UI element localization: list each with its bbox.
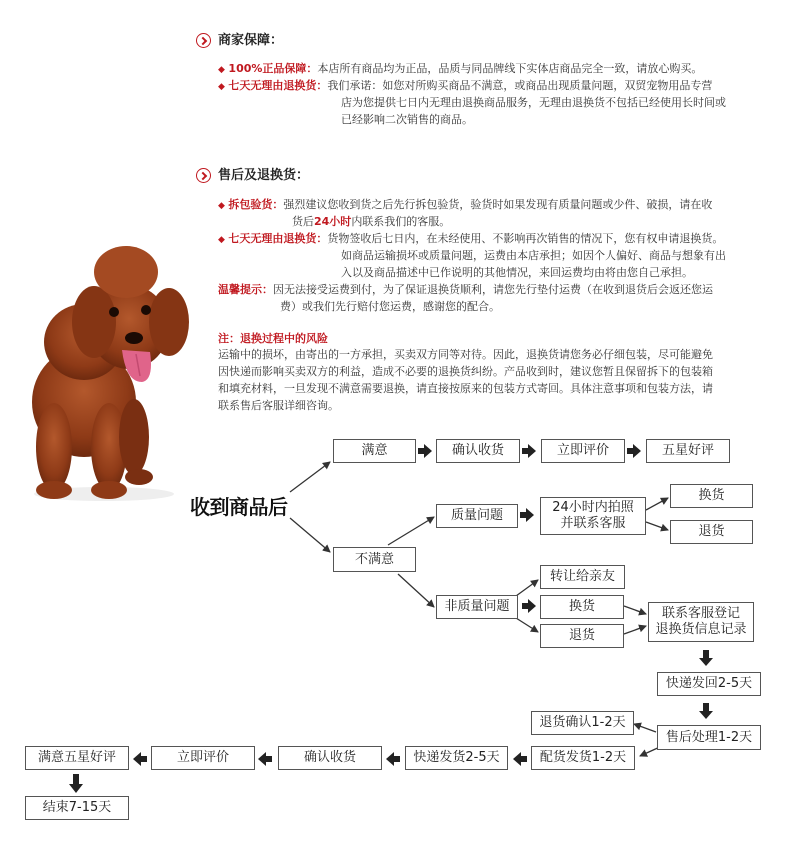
node-satisfied: 满意 xyxy=(333,439,416,463)
node-register xyxy=(648,602,754,642)
arrow-right-icon xyxy=(627,444,641,458)
bullet-icon: ◆ xyxy=(218,201,225,211)
node-aftersale-handle: 售后处理1-2天 xyxy=(657,725,761,750)
arrow-left-icon xyxy=(258,752,272,766)
arrow-left-icon xyxy=(513,752,527,766)
arrow-left-icon xyxy=(386,752,400,766)
node-return-2: 退货 xyxy=(540,624,624,648)
bullet-icon: ◆ xyxy=(218,235,225,245)
guarantee-item-2-line-3: 已经影响二次销售的商品。 xyxy=(341,113,473,126)
risk-line-2: 因快递而影响买卖双方的利益，造成不必要的退换货纠纷。产品收到时，建议您暂且保留拆下的包装箱 xyxy=(218,365,713,378)
node-unsatisfied: 不满意 xyxy=(333,547,416,572)
guarantee-item-2-label: 七天无理由退换货： xyxy=(228,79,328,92)
guarantee-item-2-line-2: 店为您提供七日内无理由退换商品服务，无理由退换货不包括已经使用长时间或 xyxy=(341,96,726,109)
node-review: 立即评价 xyxy=(541,439,625,463)
arrow-down-icon xyxy=(699,650,713,666)
arrow-right-icon xyxy=(522,444,536,458)
node-transfer: 转让给亲友 xyxy=(540,565,625,589)
guarantee-item-2-line-1: 我们承诺：如您对所购买商品不满意，或商品出现质量问题，双贸宠物用品专营 xyxy=(327,79,713,92)
arrow-right-icon xyxy=(520,508,534,522)
risk-line-3: 和填充材料，一旦发现不满意需要退换，请直接按原来的包装方式寄回。具体注意事项和包装方法，请 xyxy=(218,382,713,395)
risk-label-text: 注：退换过程中的风险 xyxy=(218,332,328,345)
node-register-line-2: 退换货信息记录 xyxy=(655,622,747,637)
aftersale-item-2-line-2: 如商品运输损坏或质量问题，运费由本店承担；如因个人偏好、商品与想象有出 xyxy=(341,249,726,262)
guarantee-item-1-label: 100%正品保障： xyxy=(228,62,318,75)
node-confirm-receipt: 确认收货 xyxy=(436,439,520,463)
node-return: 退货 xyxy=(670,520,753,544)
guarantee-item-1-text: 本店所有商品均为正品，品质与同品牌线下实体店商品完全一致，请放心购买。 xyxy=(317,62,703,75)
aftersale-tip-label: 温馨提示： xyxy=(218,283,273,296)
node-exchange: 换货 xyxy=(670,484,753,508)
node-quality-issue: 质量问题 xyxy=(436,504,518,528)
guarantee-title: 商家保障： xyxy=(218,33,284,48)
aftersale-item-2-line-1: 货物签收后七日内，在未经使用、不影响再次销售的情况下，您有权申请退换货。 xyxy=(327,232,724,245)
node-express-ship: 快递发货2-5天 xyxy=(405,746,508,770)
arrow-right-icon xyxy=(418,444,432,458)
node-confirm-receipt-2: 确认收货 xyxy=(278,746,382,770)
aftersale-tip-line-1: 因无法接受运费到付，为了保证退换货顺利，请您先行垫付运费（在收到退货后会返还您运 xyxy=(273,283,713,296)
flow-title: 收到商品后 xyxy=(190,495,288,519)
node-non-quality-issue: 非质量问题 xyxy=(436,595,518,619)
arrow-right-icon xyxy=(522,599,536,613)
aftersale-title: 售后及退换货： xyxy=(218,168,310,183)
risk-line-4: 联系售后客服详细咨询。 xyxy=(218,399,339,412)
arrow-left-icon xyxy=(133,752,147,766)
node-satisfied-five-star: 满意五星好评 xyxy=(25,746,129,770)
risk-line-1: 运输中的损坏，由寄出的一方承担，买卖双方同等对待。因此，退换货请您务必仔细包装，尽可能避免 xyxy=(218,348,713,361)
aftersale-item-1-label: 拆包验货： xyxy=(228,198,284,211)
node-exchange-2: 换货 xyxy=(540,595,624,619)
node-register-line-1: 联系客服登记 xyxy=(661,606,740,621)
node-photo-contact-line-2: 并联系客服 xyxy=(560,516,626,531)
arrow-down-icon xyxy=(699,703,713,719)
aftersale-item-2-line-3: 入以及商品描述中已作说明的其他情况，来回运费均由将由您自己承担。 xyxy=(341,266,693,279)
node-ship-back: 快递发回2-5天 xyxy=(657,672,761,696)
aftersale-item-1-line-2-post: 内联系我们的客服。 xyxy=(351,215,451,228)
node-refund-confirm: 退货确认1-2天 xyxy=(531,711,634,735)
node-photo-contact-line-1: 24小时内拍照 xyxy=(552,500,634,515)
bullet-icon: ◆ xyxy=(218,82,225,92)
arrow-down-icon xyxy=(69,774,83,793)
node-five-star: 五星好评 xyxy=(646,439,730,463)
aftersale-item-1-highlight: 24小时 xyxy=(314,215,352,228)
aftersale-tip-line-2: 费）或我们先行赔付您运费，感谢您的配合。 xyxy=(280,300,500,313)
node-dispatch: 配货发货1-2天 xyxy=(531,746,635,770)
aftersale-item-2-label: 七天无理由退换货： xyxy=(228,232,328,245)
node-end: 结束7-15天 xyxy=(25,796,129,820)
aftersale-item-1-line-2-pre: 货后 xyxy=(292,215,314,228)
node-review-2: 立即评价 xyxy=(151,746,255,770)
aftersale-item-1-line-1: 强烈建议您收到货之后先行拆包验货，验货时如果发现有质量问题或少件、破损，请在收 xyxy=(283,198,713,211)
bullet-icon: ◆ xyxy=(218,65,225,75)
node-photo-contact xyxy=(540,497,646,535)
